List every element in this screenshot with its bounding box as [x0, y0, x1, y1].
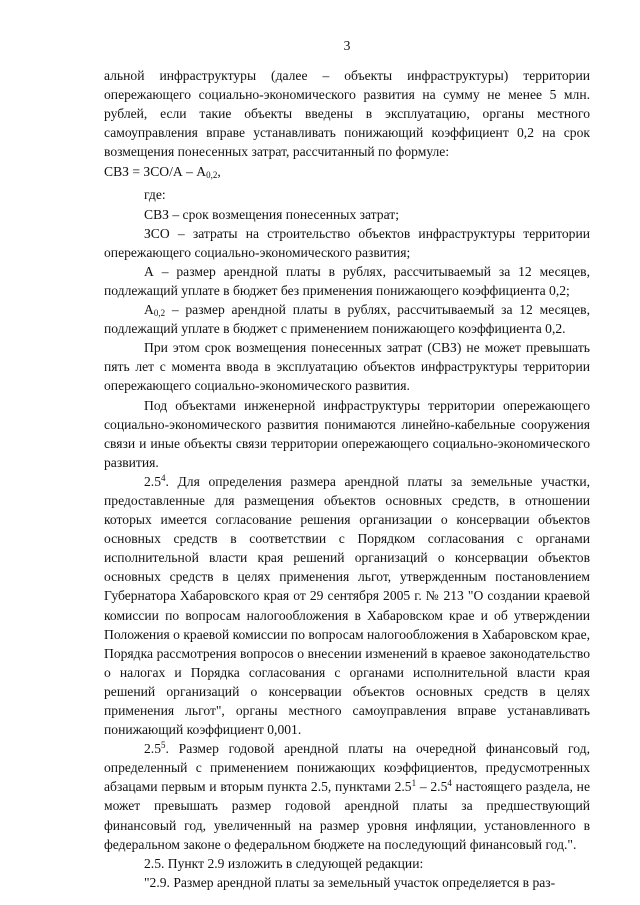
paragraph: Под объектами инженерной инфраструктуры территории опережающего социально-экономического развития понимаются линейно-кабельные сооружения связи и иные объекты связи территории опережающего социально-экономического развития.	[104, 397, 590, 470]
paragraph-text: – 2.5	[416, 779, 448, 795]
clause-superscript: 4	[161, 472, 166, 483]
paragraph-text: настоящего раздела, не может превышать размер годовой арендной платы за предшествующий финансовый год, увеличенный на размер уровня инфляции, установленного в федеральном законе о федеральном бюджете на последующий финансовый год.".	[104, 779, 590, 852]
formula	[104, 162, 590, 182]
variable-subscript: 0,2	[153, 308, 166, 319]
page-number: 3	[343, 38, 351, 53]
formula-subscript: 0,2	[206, 170, 218, 181]
paragraph-text: – размер арендной платы в рублях, рассчитываемый за 12 месяцев, подлежащий уплате в бюджет с применением понижающего коэффициента 0,2.	[104, 302, 590, 337]
paragraph	[104, 739, 590, 854]
paragraph: где:	[144, 187, 166, 203]
variable-letter: А	[144, 302, 154, 318]
paragraph: При этом срок возмещения понесенных затрат (СВЗ) не может превышать пять лет с момента ввода в эксплуатацию объектов инфраструктуры территории опережающего социально-экономического развития.	[104, 340, 590, 394]
paragraph	[104, 300, 590, 338]
formula-main: СВЗ = ЗСО/А – А	[104, 164, 207, 180]
paragraph: "2.9. Размер арендной платы за земельный участок определяется в раз-	[144, 874, 556, 890]
paragraph-text: . Для определения размера арендной платы за земельные участки, предоставленные для размещения объектов основных средств, в отношении которых имеется согласование решения организации о консервации объектов основных средств в соответствии с Порядком согласования с органами исполнительной власти края решений организаций о консервации объектов основных средств в целях применения льгот, утвержденным постановлением Губернатора Хабаровского края от 29 сентября 2005 г. № 213 "О создании краевой комиссии по вопросам налогообложения в Хабаровском крае и об утверждении Положения о краевой комиссии по вопросам налогообложения в Хабаровском крае, Порядка рассмотрения вопросов о внесении изменений в краевое законодательство о налогах и Порядка согласования с органами исполнительной власти края решений организаций о консервации объектов основных средств в целях применения льгот", органы местного самоуправления вправе устанавливать понижающий коэффициент 0,001.	[104, 473, 590, 738]
clause-number: 2.5	[144, 473, 161, 489]
paragraph	[104, 472, 590, 739]
paragraph-text: . Размер годовой арендной платы на очередной финансовый год, определенный с применением понижающих коэффициентов, предусмотренных абзацами первым и вторым пункта 2.5, пунктами 2.5	[104, 741, 590, 795]
paragraph: СВЗ – срок возмещения понесенных затрат;	[144, 206, 399, 222]
clause-superscript: 5	[161, 740, 166, 751]
clause-superscript: 4	[447, 778, 452, 789]
formula-tail: ,	[217, 164, 221, 180]
paragraph: А – размер арендной платы в рублях, рассчитываемый за 12 месяцев, подлежащий уплате в бюджет без применения понижающего коэффициента 0,2;	[104, 263, 590, 298]
document-body	[104, 66, 590, 892]
paragraph: ЗСО – затраты на строительство объектов инфраструктуры территории опережающего социально-экономического развития;	[104, 225, 590, 260]
clause-superscript: 1	[411, 778, 417, 789]
paragraph: альной инфраструктуры (далее – объекты инфраструктуры) территории опережающего социально-экономического развития на сумму не менее 5 млн. рублей, если такие объекты введены в эксплуатацию, органы местного самоуправления вправе устанавливать понижающий коэффициент 0,2 на срок возмещения понесенных затрат, рассчитанный по формуле:	[104, 68, 590, 160]
clause-number: 2.5	[144, 741, 161, 757]
paragraph: 2.5. Пункт 2.9 изложить в следующей редакции:	[144, 855, 424, 871]
